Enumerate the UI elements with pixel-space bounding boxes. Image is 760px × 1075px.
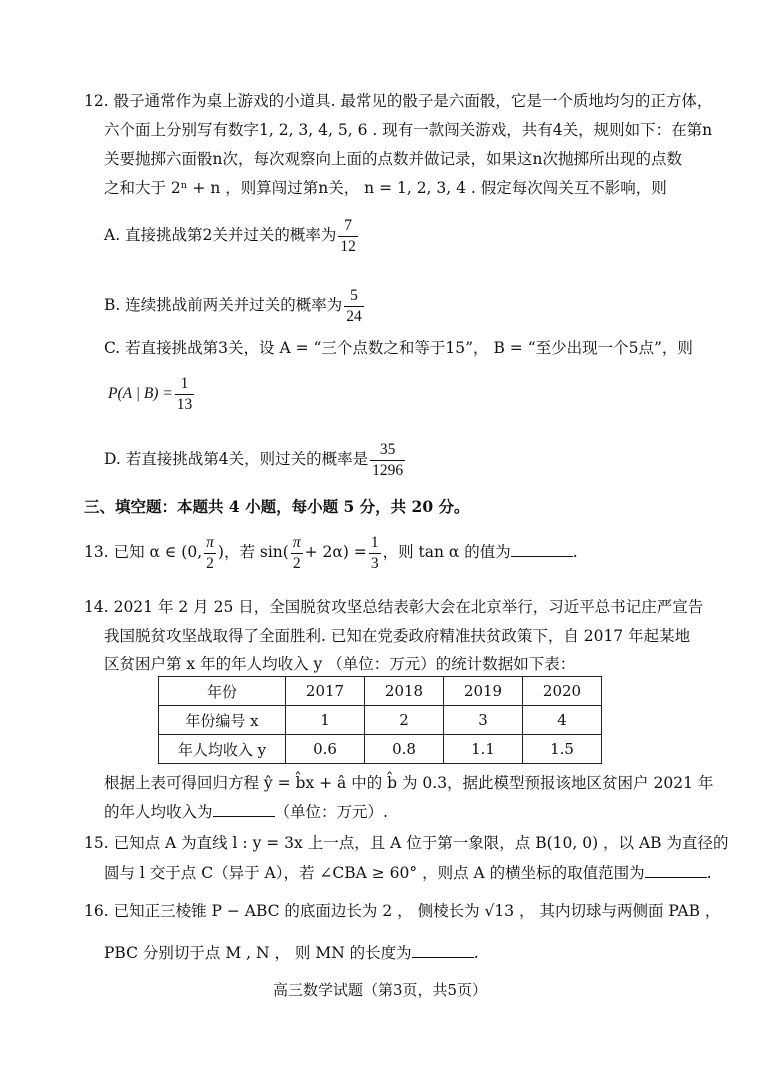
income-table [158, 676, 602, 764]
table-cell: 2 [365, 706, 444, 735]
q12-option-b [104, 284, 366, 327]
q13-pi-over-2 [204, 533, 216, 574]
q15-line-1: 15. 已知点 A 为直线 l : y = 3x 上一点，且 A 位于第一象限，点 B(10, 0) ，以 AB 为直径的 [84, 834, 729, 852]
q14-line-5-b: （单位：万元）. [274, 803, 388, 821]
q13-one-third [369, 533, 381, 574]
table-cell: 年份 [159, 677, 286, 706]
section-3-heading: 三、填空题：本题共 4 小题，每小题 5 分，共 20 分。 [84, 497, 470, 516]
table-cell: 2020 [523, 677, 602, 706]
option-c-denominator: 13 [176, 395, 193, 413]
option-a-denominator: 12 [340, 237, 356, 255]
q16-line-1: 16. 已知正三棱锥 P − ABC 的底面边长为 2 ， 侧棱长为 √13 ， 其内切球与两侧面 PAB ， [84, 902, 721, 920]
option-a-fraction [338, 216, 358, 257]
q12-line-4: 之和大于 2ⁿ + n ，则算闯过第n关， n = 1, 2, 3, 4 . 假定每次闯关互不影响，则 [104, 179, 667, 197]
q13-three: 3 [370, 554, 379, 572]
q13-one: 1 [369, 533, 381, 554]
option-b-fraction [344, 286, 364, 327]
q14-line-5-a: 的年人均收入为 [104, 803, 213, 821]
q16-line-2-b: . [473, 944, 479, 962]
q12-option-c-formula [108, 372, 196, 415]
q14-line-1: 14. 2021 年 2 月 25 日，全国脱贫攻坚总结表彰大会在北京举行，习近平总书记庄严宣告 [84, 598, 704, 616]
table-cell: 2017 [286, 677, 365, 706]
q16-answer-blank[interactable] [412, 943, 474, 958]
option-b-denominator: 24 [346, 307, 362, 325]
q13-end: . [572, 543, 578, 561]
table-cell: 年份编号 x [159, 706, 286, 735]
option-a-numerator: 7 [338, 216, 358, 237]
option-a-text: A. 直接挑战第2关并过关的概率为 [104, 226, 337, 244]
q13-part-d: ，则 tan α 的值为 [382, 543, 511, 561]
table-cell: 0.8 [365, 735, 444, 764]
q16-line-2 [104, 942, 479, 964]
q13-part-a: 13. 已知 α ∈ (0, [84, 543, 203, 561]
table-cell: 1.1 [444, 735, 523, 764]
q15-line-2-a: 圆与 l 交于点 C（异于 A），若 ∠CBA ≥ 60° ，则点 A 的横坐标的取值范围为 [104, 864, 645, 882]
q12-line-3: 关要抛掷六面骰n次，每次观察向上面的点数并做记录，如果这n次抛掷所出现的点数 [104, 150, 682, 168]
table-cell: 0.6 [286, 735, 365, 764]
q13-answer-blank[interactable] [511, 542, 573, 557]
option-c-fraction [175, 374, 195, 415]
q14-line-3: 区贫困户第 x 年的年人均收入 y （单位：万元）的统计数据如下表： [104, 655, 576, 673]
table-cell: 3 [444, 706, 523, 735]
q13-two: 2 [206, 554, 214, 572]
q13-pi: π [204, 533, 216, 554]
option-d-numerator: 35 [370, 440, 405, 461]
q12-line-1: 12. 骰子通常作为桌上游戏的小道具. 最常见的骰子是六面骰，它是一个质地均匀的正方体， [84, 92, 713, 110]
q12-option-d [104, 438, 407, 481]
q13-pi-over-2-b [291, 533, 303, 574]
table-cell: 4 [523, 706, 602, 735]
q16-line-2-a: PBC 分别切于点 M , N ， 则 MN 的长度为 [104, 944, 412, 962]
q13-pi-b: π [291, 533, 303, 554]
q14-line-2: 我国脱贫攻坚战取得了全面胜利. 已知在党委政府精准扶贫政策下，自 2017 年起某地 [104, 627, 691, 645]
q12-line-2: 六个面上分别写有数字1, 2, 3, 4, 5, 6 . 现有一款闯关游戏，共有4关，规则如下：在第n [104, 121, 713, 139]
q15-line-2-b: . [706, 864, 712, 882]
page-footer: 高三数学试题（第3页，共5页） [272, 981, 488, 999]
q15-line-2 [104, 862, 712, 884]
option-c-lhs: P(A | B) = [108, 385, 173, 402]
table-row [159, 706, 602, 735]
option-b-numerator: 5 [344, 286, 364, 307]
table-cell: 1.5 [523, 735, 602, 764]
table-row [159, 735, 602, 764]
table-cell: 1 [286, 706, 365, 735]
q14-line-5 [104, 801, 388, 823]
table-cell: 2019 [444, 677, 523, 706]
q14-answer-blank[interactable] [213, 802, 275, 817]
option-d-denominator: 1296 [372, 461, 404, 479]
table-cell: 年人均收入 y [159, 735, 286, 764]
q12-option-a [104, 214, 360, 257]
option-c-numerator: 1 [175, 374, 195, 395]
q13-part-c: + 2α) = [304, 543, 367, 561]
q13-part-b: )，若 sin( [217, 543, 289, 561]
q12-option-c: C. 若直接挑战第3关，设 A = “三个点数之和等于15”， B = “至少出现一个5点”，则 [104, 339, 693, 357]
q14-line-4: 根据上表可得回归方程 ŷ = b̂x + â 中的 b̂ 为 0.3，据此模型预报该地区贫困户 2021 年 [104, 774, 714, 792]
table-cell: 2018 [365, 677, 444, 706]
q13 [84, 530, 578, 574]
q15-answer-blank[interactable] [645, 863, 707, 878]
option-d-fraction [370, 440, 405, 481]
table-row [159, 677, 602, 706]
option-d-text: D. 若直接挑战第4关，则过关的概率是 [104, 450, 369, 468]
option-b-text: B. 连续挑战前两关并过关的概率为 [104, 296, 343, 314]
q13-two-b: 2 [292, 554, 301, 572]
